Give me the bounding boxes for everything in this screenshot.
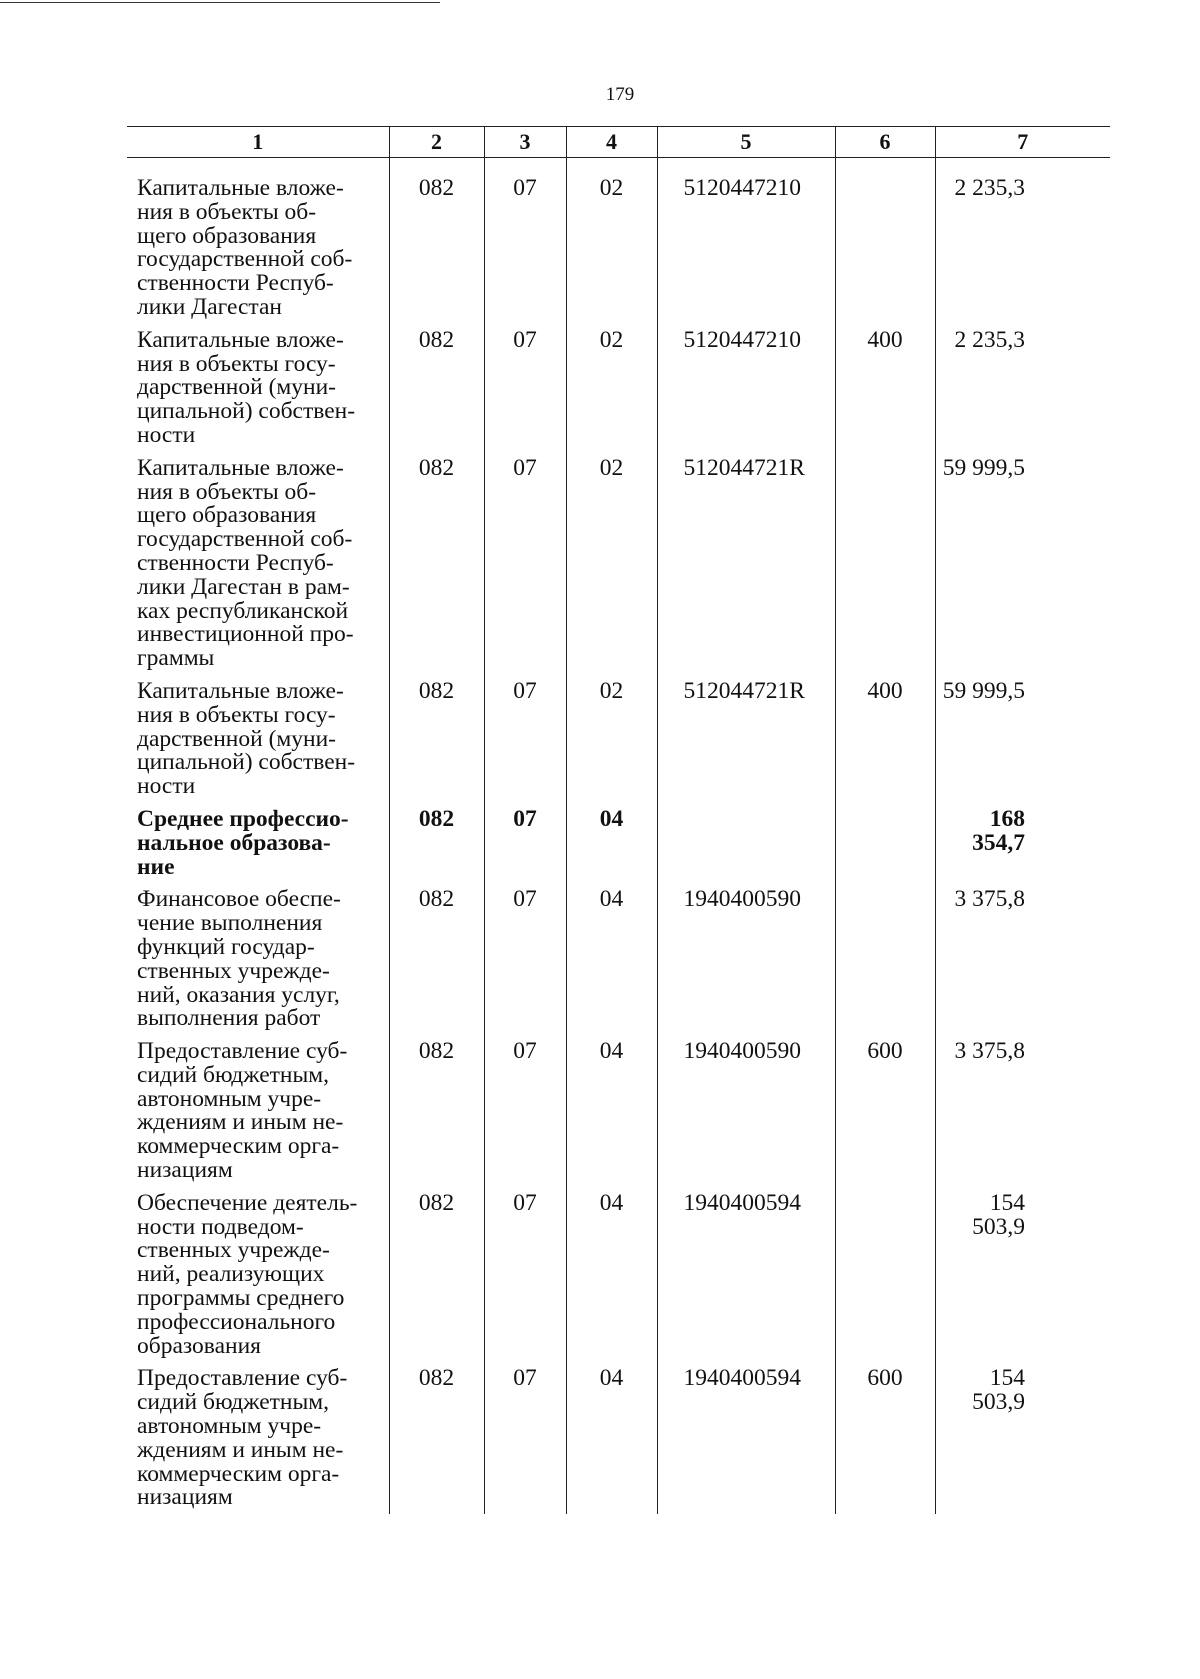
cell-subsection: 04 [566,1362,657,1514]
table-row [127,883,1110,1035]
cell-name: Предоставление суб- сидий бюджетным, автономным учре- ждениям и иным не- коммерческим орга- низациям [137,1038,348,1184]
cell-subsection: 04 [566,883,657,1035]
cell-target-article: 512044721R [657,675,835,803]
cell-target-article: 5120447210 [657,324,835,452]
table-row [127,324,1110,452]
cell-expense-type: 600 [835,1362,935,1514]
table-row [127,1362,1110,1514]
cell-admin-code: 082 [389,158,484,324]
header-col-6: 6 [835,127,935,158]
cell-subsection: 04 [566,1035,657,1187]
table-row [127,675,1110,803]
cell-amount: 3 375,8 [935,1035,1110,1187]
cell-admin-code: 082 [389,675,484,803]
cell-subsection: 02 [566,452,657,675]
cell-section: 07 [484,324,566,452]
cell-target-article: 5120447210 [657,158,835,324]
cell-admin-code: 082 [389,452,484,675]
cell-name: Предоставление суб- сидий бюджетным, автономным учре- ждениям и иным не- коммерческим орга- низациям [137,1365,348,1511]
top-border-line [0,2,440,3]
cell-target-article: 1940400594 [657,1187,835,1363]
cell-target-article: 1940400590 [657,1035,835,1187]
cell-section: 07 [484,1362,566,1514]
cell-admin-code: 082 [389,324,484,452]
header-col-3: 3 [484,127,566,158]
cell-admin-code: 082 [389,1362,484,1514]
cell-subsection: 04 [566,803,657,883]
cell-name: Среднее профессио- нальное образова- ние [137,805,349,880]
cell-subsection: 02 [566,675,657,803]
cell-expense-type [835,803,935,883]
cell-admin-code: 082 [389,883,484,1035]
cell-subsection: 02 [566,324,657,452]
cell-section: 07 [484,1187,566,1363]
cell-amount: 3 375,8 [935,883,1110,1035]
cell-admin-code: 082 [389,1187,484,1363]
header-col-1: 1 [127,127,389,158]
cell-target-article [657,803,835,883]
budget-table [127,126,1110,1514]
cell-name: Обеспечение деятель- ности подведом- ственных учрежде- ний, реализующих программы среднего профессионального образования [137,1189,358,1359]
header-col-2: 2 [389,127,484,158]
cell-expense-type: 600 [835,1035,935,1187]
header-row [127,127,1110,158]
page-number: 179 [605,84,635,105]
cell-name: Капитальные вложе- ния в объекты госу- дарственной (муни- ципальной) собствен- ности [137,677,356,800]
cell-section: 07 [484,158,566,324]
cell-amount: 2 235,3 [935,324,1110,452]
table-row [127,158,1110,324]
header-col-5: 5 [657,127,835,158]
cell-name: Финансовое обеспе- чение выполнения функций государ- ственных учрежде- ний, оказания услуг, выполнения работ [137,886,341,1032]
table-row [127,1187,1110,1363]
cell-admin-code: 082 [389,1035,484,1187]
table-row [127,1035,1110,1187]
cell-name: Капитальные вложе- ния в объекты об- щего образования государственной соб- ственности Респуб- лики Дагестан в рам- ках республиканской инвестиционной про- граммы [137,454,354,672]
cell-amount: 168 354,7 [935,803,1110,883]
header-col-7: 7 [935,127,1110,158]
cell-target-article: 512044721R [657,452,835,675]
cell-expense-type [835,1187,935,1363]
cell-section: 07 [484,452,566,675]
cell-expense-type [835,883,935,1035]
cell-amount: 2 235,3 [935,158,1110,324]
cell-subsection: 02 [566,158,657,324]
cell-amount: 154 503,9 [935,1362,1110,1514]
cell-section: 07 [484,803,566,883]
cell-target-article: 1940400590 [657,883,835,1035]
cell-expense-type: 400 [835,324,935,452]
cell-admin-code: 082 [389,803,484,883]
cell-expense-type [835,452,935,675]
cell-name: Капитальные вложе- ния в объекты госу- дарственной (муни- ципальной) собствен- ности [137,326,356,448]
cell-section: 07 [484,1035,566,1187]
cell-amount: 154 503,9 [935,1187,1110,1363]
cell-target-article: 1940400594 [657,1362,835,1514]
cell-expense-type: 400 [835,675,935,803]
table-row [127,452,1110,675]
cell-amount: 59 999,5 [935,675,1110,803]
table-row [127,803,1110,883]
header-col-4: 4 [566,127,657,158]
cell-expense-type [835,158,935,324]
cell-subsection: 04 [566,1187,657,1363]
cell-section: 07 [484,675,566,803]
cell-amount: 59 999,5 [935,452,1110,675]
cell-name: Капитальные вложе- ния в объекты об- щего образования государственной соб- ственности Респуб- лики Дагестан [137,175,353,320]
cell-section: 07 [484,883,566,1035]
